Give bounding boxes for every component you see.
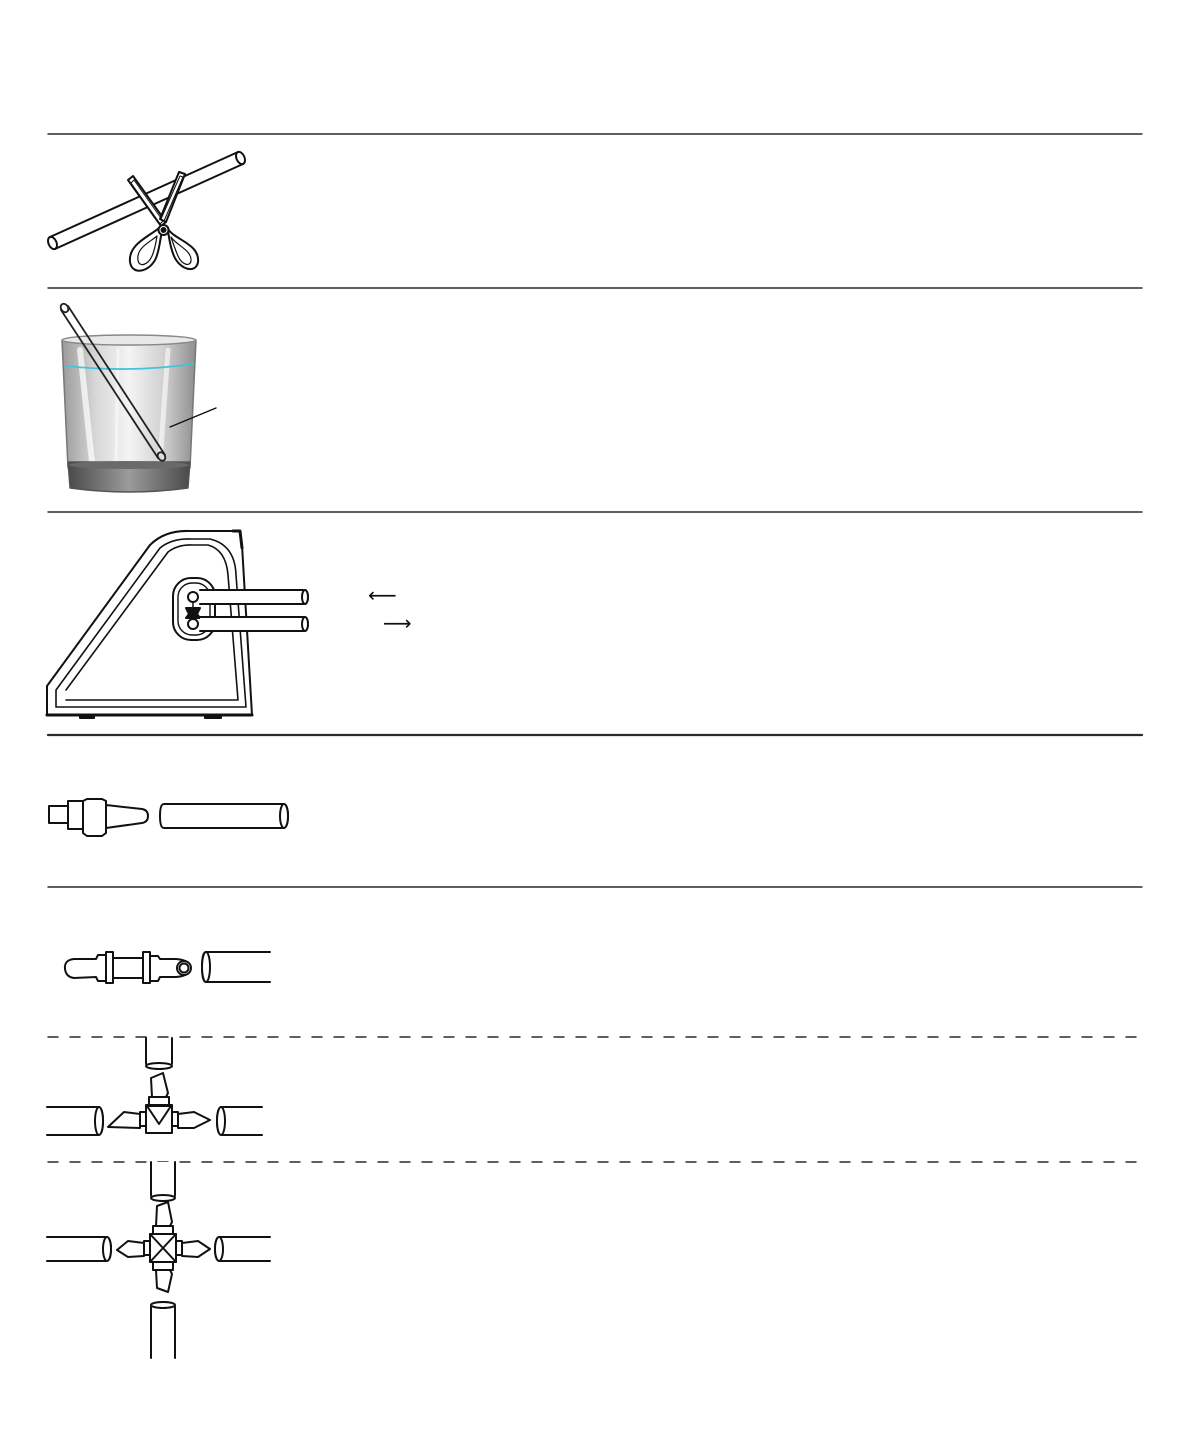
tubing xyxy=(47,1107,103,1135)
check-valve-and-tube-icon xyxy=(49,799,288,836)
pump-with-two-ports-icon xyxy=(47,531,308,718)
glass-of-water-with-tube-icon xyxy=(59,302,216,492)
t-connector-icon xyxy=(47,1038,262,1135)
tubing xyxy=(217,1107,262,1135)
tubing xyxy=(146,1038,172,1069)
check-valve xyxy=(49,799,148,836)
cross-connector-icon xyxy=(47,1162,270,1358)
straight-connector-and-tube-icon xyxy=(65,952,270,983)
cross-connector xyxy=(117,1202,210,1292)
tubing xyxy=(202,952,270,982)
intake-arrow-icon: ⟵ xyxy=(368,583,397,607)
outlet-arrow-icon: ⟶ xyxy=(383,611,412,635)
tubing xyxy=(47,1237,111,1261)
tubing xyxy=(160,804,288,828)
tubing xyxy=(215,1237,270,1261)
tubing xyxy=(151,1302,175,1358)
tubing xyxy=(151,1162,175,1201)
t-connector xyxy=(108,1073,210,1133)
straight-connector xyxy=(65,952,191,983)
scissors-cutting-tube-icon xyxy=(46,150,247,270)
